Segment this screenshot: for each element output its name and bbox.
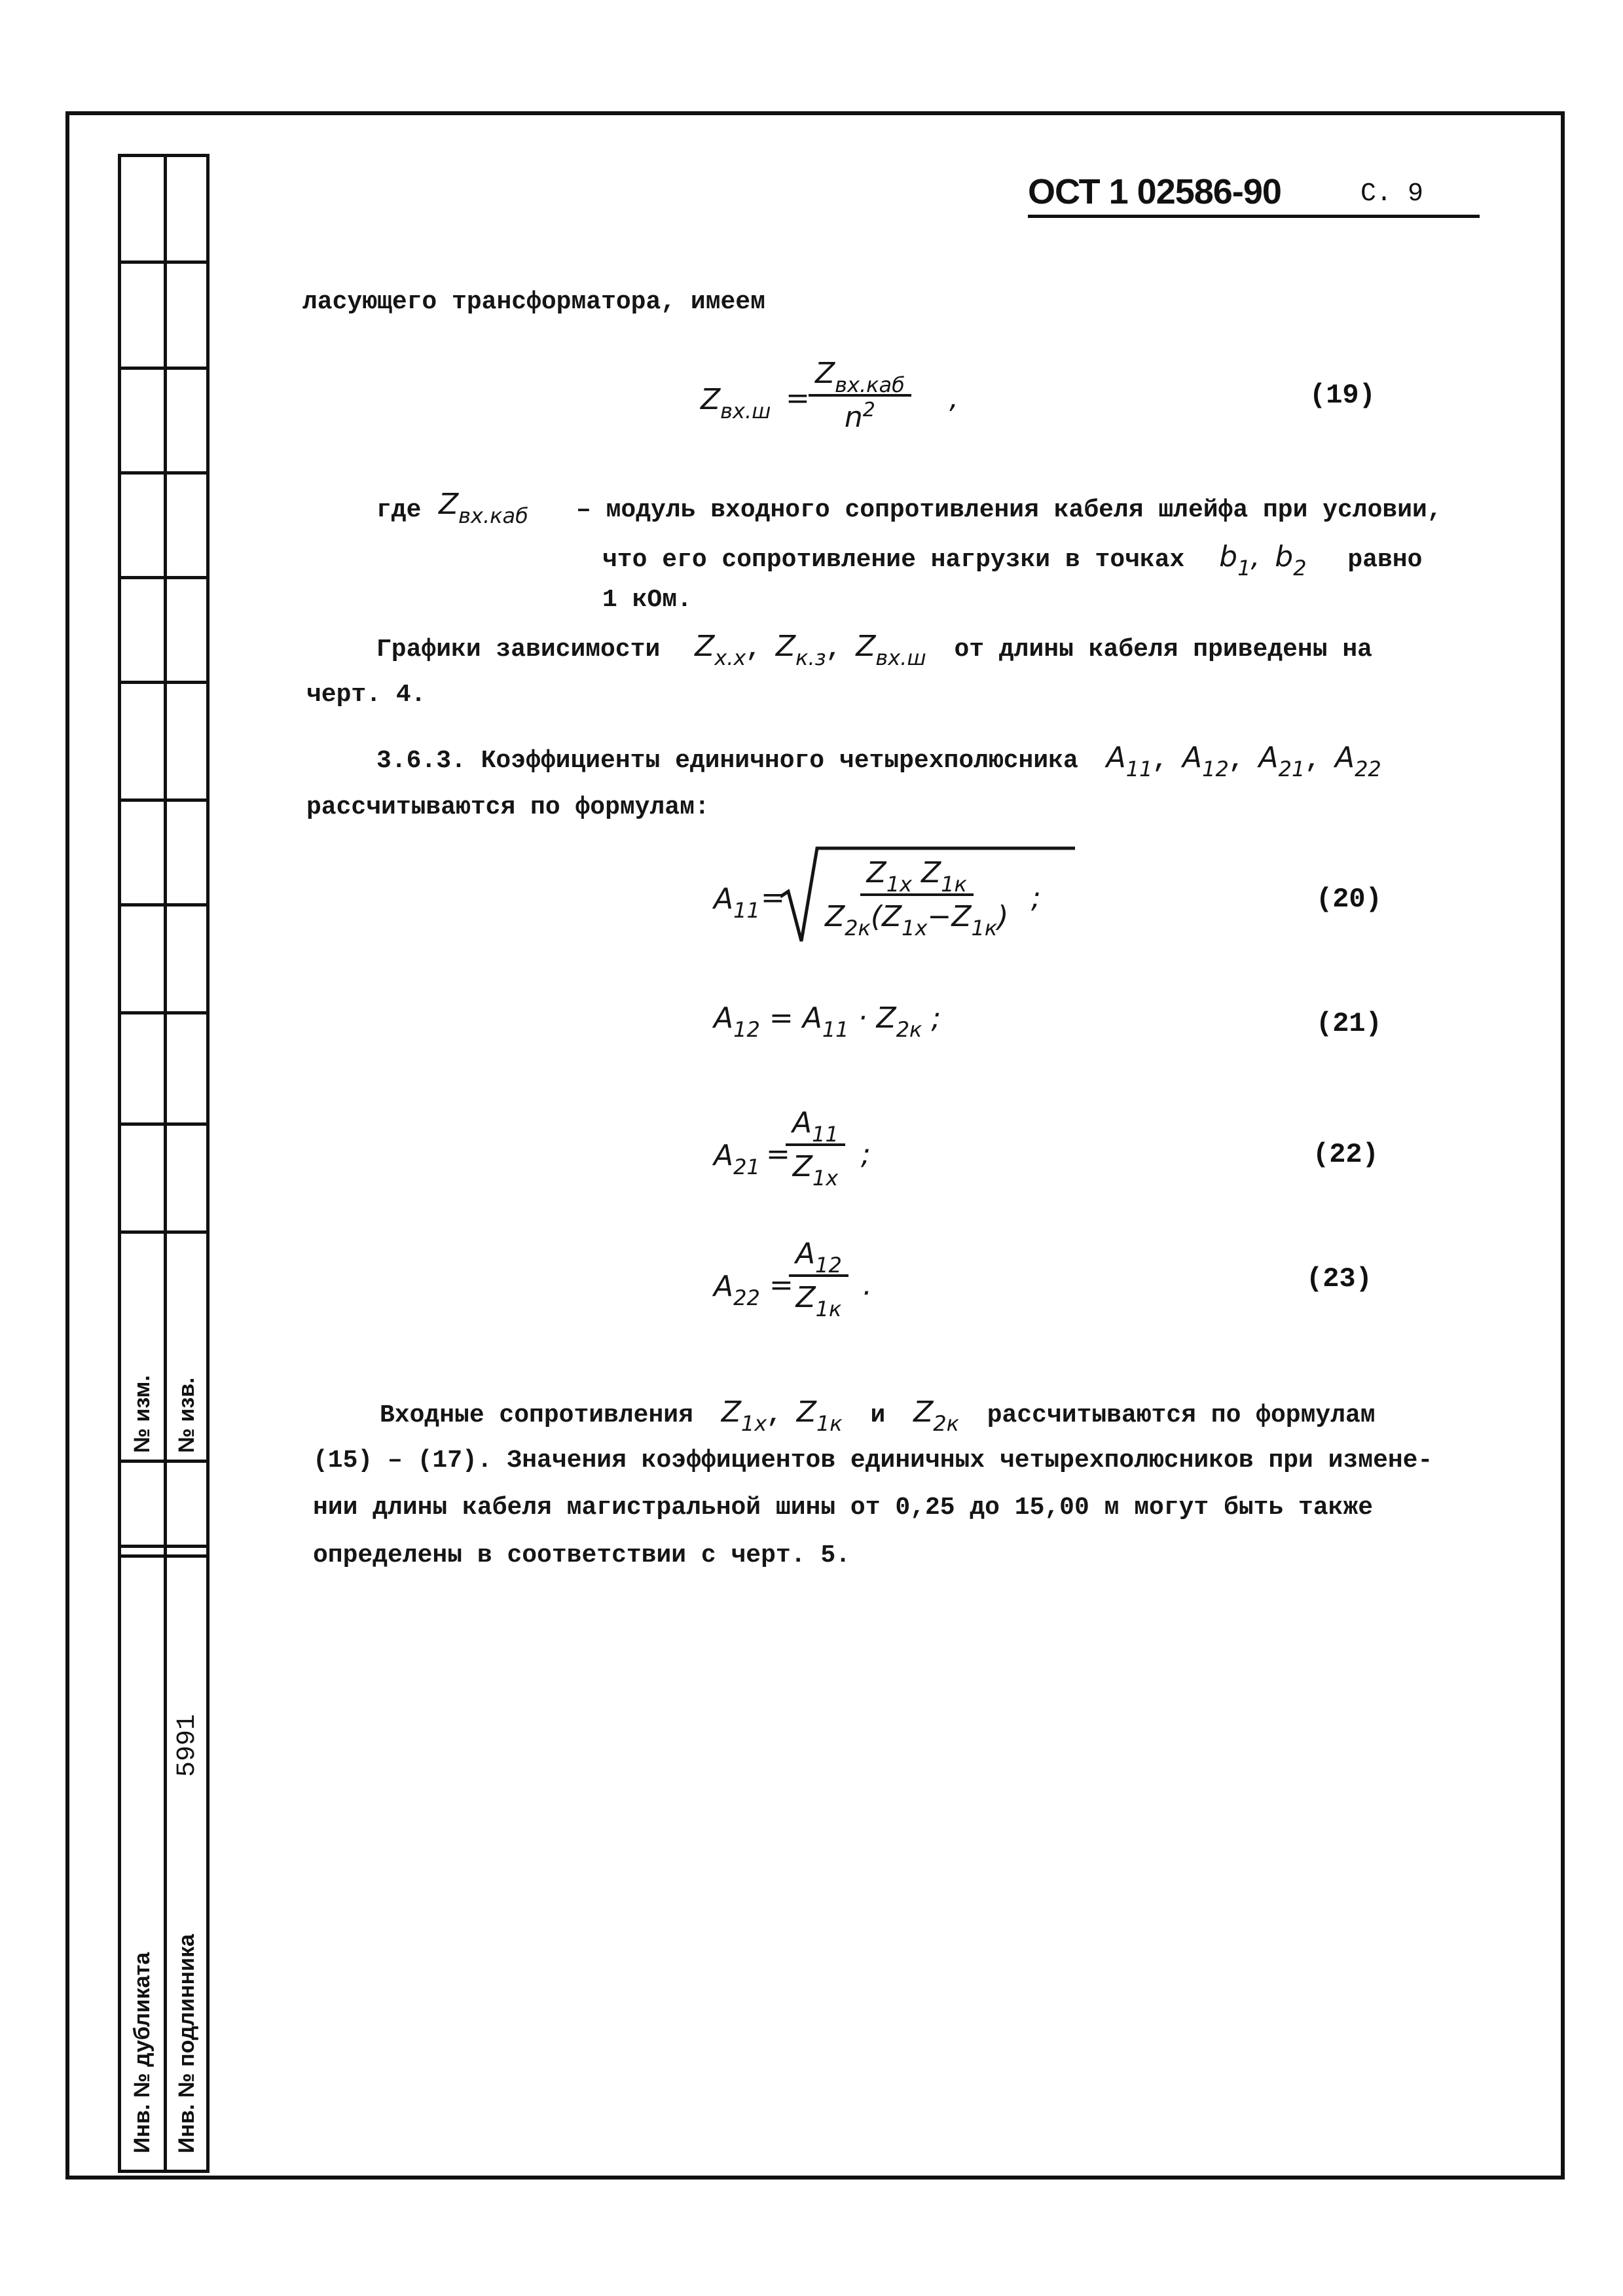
graphs-line-2: черт. 4. <box>306 681 426 709</box>
eq20-equals: = <box>761 881 785 914</box>
inputs-line-1: Входные сопротивления $Z_{1х}$, $Z_{1к}$ и $Z_{2к}$ рассчитываются по формулам <box>380 1395 1376 1436</box>
eq20-fraction <box>818 856 1015 941</box>
eq22-lhs: $A_{21}$ <box>714 1139 760 1179</box>
a22-symbol: $A_{22}$ <box>1334 741 1381 781</box>
side-stamp-divider <box>164 154 167 2173</box>
stamp-rule <box>118 798 210 802</box>
equation-19 <box>701 357 1028 448</box>
eq23-numerator: $A_{12}$ <box>789 1237 848 1277</box>
equation-21: $A_{12} = A_{11} \cdot Z_{2к}$ ; <box>714 1001 941 1042</box>
eq19-lhs: $Z_{вх.ш}$ <box>701 383 771 423</box>
stamp-rule <box>118 681 210 684</box>
a21-symbol: $A_{21}$ <box>1258 741 1305 781</box>
equation-number-19: (19) <box>1309 380 1376 411</box>
stamp-rule <box>118 260 210 264</box>
z2k-symbol: $Z_{2к}$ <box>913 1395 959 1436</box>
equation-23 <box>714 1237 884 1335</box>
where-description-line-3: 1 кОм. <box>602 586 692 614</box>
eq22-equals: = <box>766 1138 790 1171</box>
z-vx-sh: $Z_{вх.ш}$ <box>856 630 926 670</box>
where-word: где <box>376 496 422 524</box>
stamp-rule <box>118 1122 210 1126</box>
eq23-equals: = <box>769 1268 793 1302</box>
stamp-duplicate-label: Инв. № дубликата <box>130 1952 155 2153</box>
eq23-period: . <box>863 1268 872 1302</box>
eq23-denominator: $Z_{1к}$ <box>795 1281 842 1321</box>
eq23-lhs: $A_{22}$ <box>714 1270 760 1310</box>
eq22-denominator: $Z_{1х}$ <box>792 1150 839 1191</box>
eq22-fraction <box>786 1106 845 1191</box>
stamp-rule <box>118 1011 210 1014</box>
stamp-rule <box>118 367 210 370</box>
eq19-denominator: $n^2$ <box>844 399 875 434</box>
stamp-rule <box>118 1554 210 1558</box>
stamp-rule <box>118 154 210 157</box>
stamp-rule <box>118 1230 210 1234</box>
eq19-fraction <box>809 357 911 434</box>
eq23-fraction <box>789 1237 848 1321</box>
coefficients-line-2: рассчитываются по формулам: <box>306 793 710 821</box>
z1k-symbol: $Z_{1к}$ <box>796 1395 843 1436</box>
where-symbol: $Z_{вх.каб}$ <box>439 488 528 528</box>
equation-number-20: (20) <box>1316 884 1382 915</box>
paragraph-intro: ласующего трансформатора, имеем <box>302 288 765 316</box>
a12-symbol: $A_{12}$ <box>1182 741 1229 781</box>
point-b2: $b_2$ <box>1275 540 1307 581</box>
graphs-line-1: Графики зависимости $Z_{х.х}$, $Z_{к.з}$, $Z_{вх.ш}$ от длины кабеля приведены на <box>376 630 1372 670</box>
stamp-rule <box>118 576 210 579</box>
equation-number-23: (23) <box>1306 1263 1372 1295</box>
stamp-rule <box>118 1545 210 1548</box>
stamp-inventory-number: 5991 <box>173 1713 202 1777</box>
stamp-original-label: Инв. № подлинника <box>174 1934 199 2153</box>
equation-22 <box>714 1106 884 1204</box>
inputs-line-4: определены в соответствии с черт. 5. <box>313 1541 850 1570</box>
z1x-symbol: $Z_{1х}$ <box>721 1395 767 1436</box>
inputs-line-2: (15) – (17). Значения коэффициентов единичных четырехполюсников при измене- <box>313 1446 1433 1475</box>
inputs-line-3: нии длины кабеля магистральной шины от 0,25 до 15,00 м могут быть также <box>313 1494 1374 1522</box>
stamp-izv-label: № изв. <box>174 1377 199 1453</box>
stamp-rule <box>118 2170 210 2173</box>
a11-symbol: $A_{11}$ <box>1106 741 1153 781</box>
equation-number-22: (22) <box>1313 1139 1379 1170</box>
z-kz: $Z_{к.з}$ <box>775 630 826 670</box>
point-b1: $b_1$ <box>1219 540 1251 581</box>
eq19-numerator: $Z_{вх.каб}$ <box>809 357 911 397</box>
document-code: ОСТ 1 02586-90 <box>1028 172 1281 211</box>
eq22-semicolon: ; <box>861 1138 871 1171</box>
eq19-comma: , <box>949 382 958 415</box>
eq20-denominator: $Z_{2к}(Z_{1х}-Z_{1к})$ <box>825 900 1009 941</box>
stamp-rule <box>118 471 210 475</box>
eq20-lhs: $A_{11}$ <box>714 882 760 923</box>
coefficients-line-1: 3.6.3. Коэффициенты единичного четырехполюсника $A_{11}$, $A_{12}$, $A_{21}$, $A_{22}$ <box>376 741 1381 781</box>
page-number: С. 9 <box>1360 179 1424 209</box>
equation-number-21: (21) <box>1316 1008 1382 1039</box>
eq19-equals: = <box>786 382 810 415</box>
stamp-rule <box>118 1460 210 1463</box>
eq22-numerator: $A_{11}$ <box>786 1106 845 1146</box>
where-description-line-2: что его сопротивление нагрузки в точках $b_1$, $b_2$ равно <box>602 540 1423 581</box>
where-description-line-1: – модуль входного сопротивления кабеля шлейфа при условии, <box>576 496 1442 524</box>
stamp-rule <box>118 903 210 906</box>
equation-20 <box>714 844 1080 956</box>
z-xx: $Z_{х.х}$ <box>695 630 746 670</box>
eq20-semicolon: ; <box>1031 881 1041 914</box>
stamp-izm-label: № изм. <box>130 1375 155 1453</box>
eq20-numerator: $Z_{1х}$ $Z_{1к}$ <box>860 856 974 896</box>
header-rule <box>1028 215 1480 218</box>
